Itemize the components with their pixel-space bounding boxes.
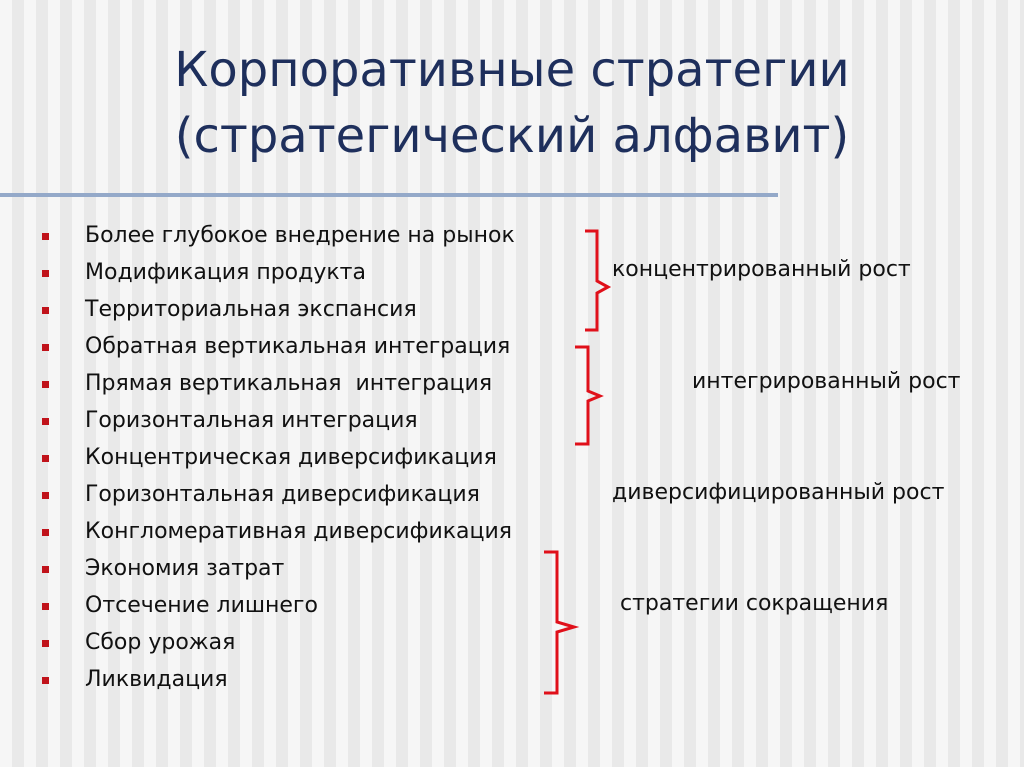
brace-reduction bbox=[544, 552, 574, 693]
list-item-text: Ликвидация bbox=[85, 667, 228, 692]
list-item-text: Обратная вертикальная интеграция bbox=[85, 334, 511, 359]
group-label-concentrated: концентрированный рост bbox=[612, 257, 911, 282]
list-item-text: Экономия затрат bbox=[85, 556, 285, 581]
list-item-text: Более глубокое внедрение на рынок bbox=[85, 223, 515, 248]
brace-concentrated bbox=[585, 231, 608, 330]
slide-title-line-2: (стратегический алфавит) bbox=[174, 108, 850, 164]
list-item-text: Модификация продукта bbox=[85, 260, 366, 285]
list-item-text: Горизонтальная диверсификация bbox=[85, 482, 480, 507]
slide-title-line-1: Корпоративные стратегии bbox=[174, 42, 850, 98]
list-item-text: Отсечение лишнего bbox=[85, 593, 318, 618]
group-label-diversified: диверсифицированный рост bbox=[612, 480, 945, 505]
list-item-text: Горизонтальная интеграция bbox=[85, 408, 418, 433]
list-item-text: Конгломеративная диверсификация bbox=[85, 519, 513, 544]
list-item-text: Территориальная экспансия bbox=[85, 297, 417, 322]
list-item-text: Сбор урожая bbox=[85, 630, 236, 655]
list-item-text: Прямая вертикальная интеграция bbox=[85, 371, 493, 396]
list-item-text: Концентрическая диверсификация bbox=[85, 445, 497, 470]
group-label-reduction: стратегии сокращения bbox=[620, 591, 889, 616]
brace-integrated bbox=[575, 347, 600, 444]
group-label-integrated: интегрированный рост bbox=[692, 369, 961, 394]
